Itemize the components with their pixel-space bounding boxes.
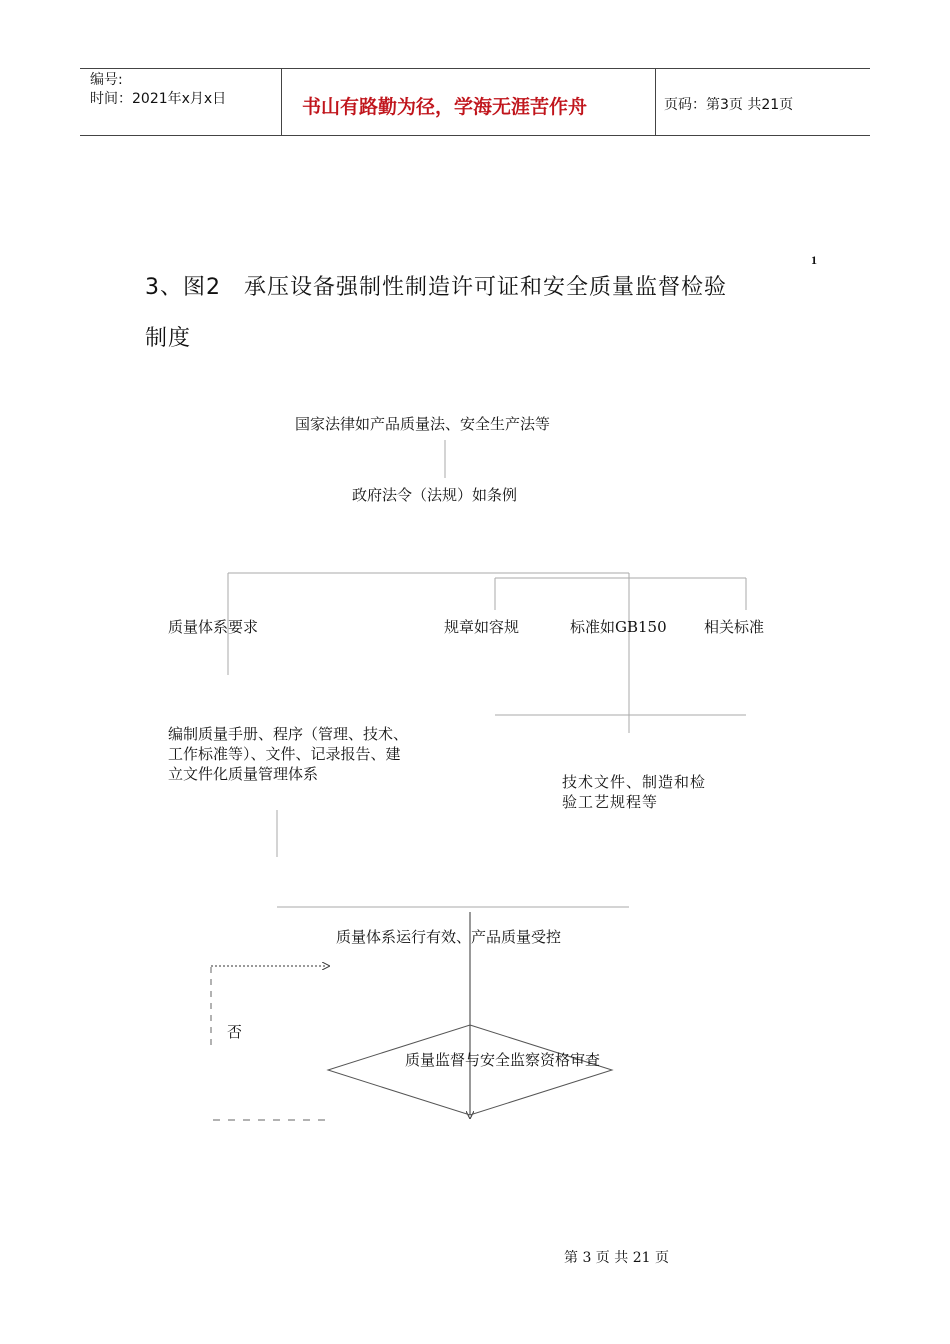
node-system-effective: 质量体系运行有效、产品质量受控 bbox=[336, 928, 562, 946]
section-title-line1: 3、图2 承压设备强制性制造许可证和安全质量监督检验 bbox=[145, 275, 727, 300]
node-national-law: 国家法律如产品质量法、安全生产法等 bbox=[295, 415, 551, 433]
node-quality-system-req: 质量体系要求 bbox=[168, 618, 259, 636]
node-standard: 标准如GB150 bbox=[570, 618, 667, 636]
header-time: 时间：2021年x月x日 bbox=[90, 91, 227, 107]
node-tech-docs: 技术文件、制造和检验工艺规程等 bbox=[562, 773, 707, 811]
section-title-line2: 制度 bbox=[145, 326, 192, 351]
footnote-mark: 1 bbox=[811, 253, 817, 267]
header-serial: 编号: bbox=[90, 72, 123, 88]
label-no: 否 bbox=[227, 1023, 243, 1041]
node-compile-docs: 编制质量手册、程序（管理、技术、工作标准等）、文件、记录报告、建立文件化质量管理体系 bbox=[168, 725, 409, 783]
node-related-standards: 相关标准 bbox=[704, 618, 765, 636]
header-motto: 书山有路勤为径，学海无涯苦作舟 bbox=[302, 96, 588, 118]
footer-page-number: 第 3 页 共 21 页 bbox=[564, 1250, 669, 1266]
node-gov-decree: 政府法令（法规）如条例 bbox=[352, 486, 518, 504]
node-review-decision: 质量监督与安全监察资格审查 bbox=[405, 1051, 601, 1069]
node-rules: 规章如容规 bbox=[444, 618, 520, 636]
header-page-info: 页码：第3页 共21页 bbox=[664, 97, 794, 113]
